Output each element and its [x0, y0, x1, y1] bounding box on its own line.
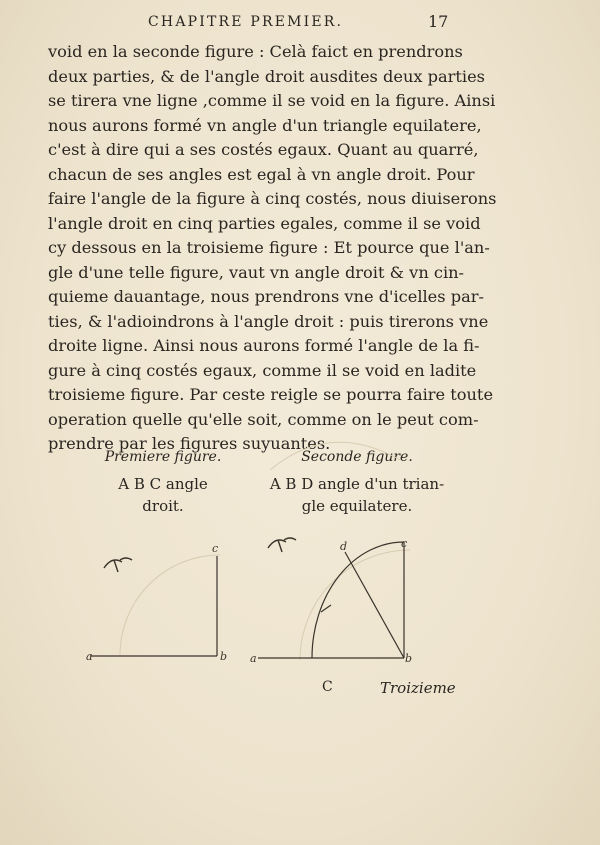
second-figure-text-line: A B D angle d'un trian- — [269, 475, 445, 493]
first-figure-diagram — [90, 556, 217, 656]
text-line: droite ligne. Ainsi nous aurons formé l'angle de la fi- — [48, 336, 480, 355]
second-figure-label-b: b — [405, 652, 413, 665]
second-figure-arc — [312, 542, 404, 658]
first-figure-label-a: a — [86, 650, 93, 663]
second-figure-diagram — [258, 538, 404, 658]
first-figure-ornament — [104, 558, 132, 572]
page-number: 17 — [428, 12, 449, 31]
second-figure-label-a: a — [250, 652, 257, 665]
text-line: void en la seconde figure : Celà faict en prendrons — [48, 42, 463, 61]
text-line: c'est à dire qui a ses costés egaux. Quant au quarré, — [48, 140, 479, 159]
text-line: ties, & l'adioindrons à l'angle droit : puis tirerons vne — [48, 311, 489, 331]
text-line: se tirera vne ligne ,comme il se void en la figure. Ainsi — [48, 91, 496, 110]
second-figure-label-c: c — [401, 537, 408, 550]
text-line: deux parties, & de l'angle droit ausdites deux parties — [48, 66, 485, 86]
signature-mark: C — [322, 679, 333, 695]
second-figure-title: Seconde figure. — [301, 449, 413, 465]
second-figure-label-d: d — [340, 540, 348, 553]
text-line: chacun de ses angles est egal à vn angle droit. Pour — [48, 164, 475, 184]
text-line: faire l'angle de la figure à cinq costés, nous diuiserons — [48, 189, 497, 208]
text-line: operation quelle qu'elle soit, comme on le peut com- — [48, 409, 479, 429]
text-line: l'angle droit en cinq parties egales, comme il se void — [48, 213, 481, 233]
show-through-marks — [120, 442, 410, 660]
text-line: gure à cinq costés egaux, comme il se void en ladite — [48, 360, 477, 380]
text-line: prendre par les figures suyuantes. — [48, 434, 331, 453]
second-figure-tick-line — [321, 605, 331, 612]
first-figure-text-line: A B C angle — [118, 475, 208, 493]
first-figure-label-c: c — [212, 542, 219, 555]
text-line: quieme dauantage, nous prendrons vne d'icelles par- — [48, 287, 484, 306]
text-line: nous aurons formé vn angle d'un triangle equilatere, — [48, 115, 482, 135]
text-line: gle d'une telle figure, vaut vn angle droit & vn cin- — [48, 262, 465, 282]
text-line: troisieme figure. Par ceste reigle se pourra faire toute — [48, 385, 494, 404]
text-line: cy dessous en la troisieme figure : Et pource que l'an- — [48, 238, 490, 257]
running-title: CHAPITRE PREMIER. — [148, 14, 344, 30]
second-figure-ornament — [268, 538, 296, 552]
first-figure-label-b: b — [220, 650, 228, 663]
catchword: Troizieme — [380, 679, 456, 697]
first-figure-title: Premiere figure. — [104, 449, 222, 465]
first-figure-text-line: droit. — [142, 497, 184, 515]
second-figure-diagonal-line — [345, 552, 404, 658]
second-figure-text-line: gle equilatere. — [301, 497, 413, 515]
